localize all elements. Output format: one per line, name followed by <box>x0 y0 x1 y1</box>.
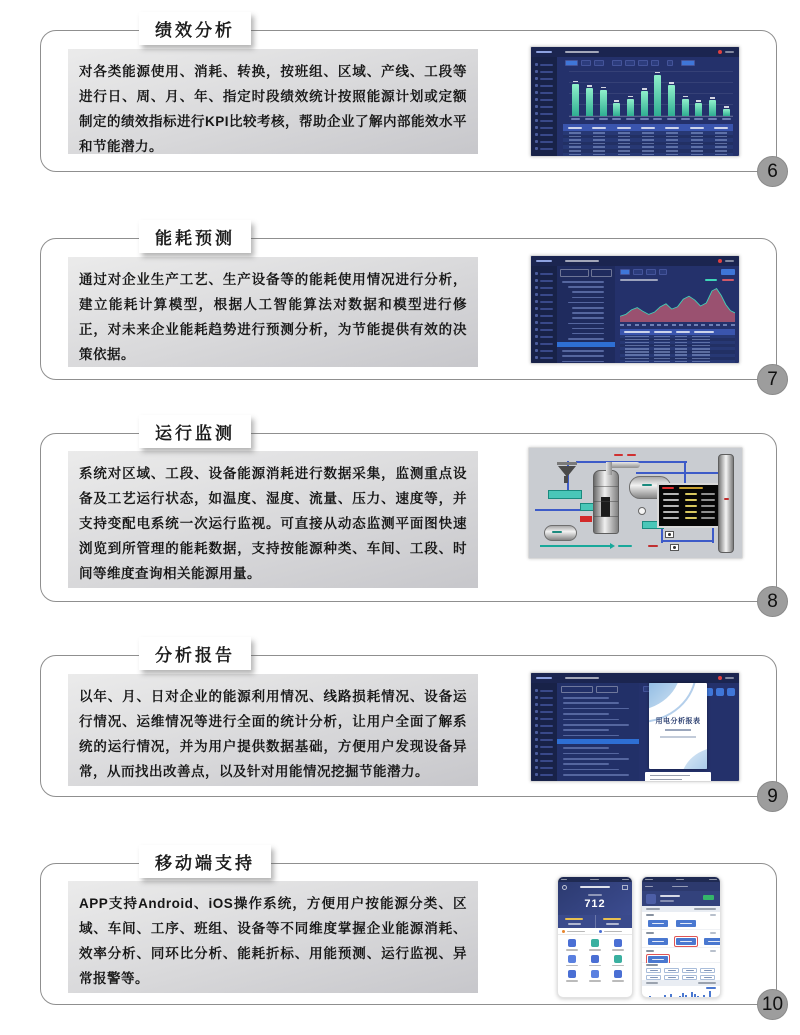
section-title-tag <box>139 415 251 448</box>
section-title-tag <box>139 12 251 45</box>
section-body-text: APP支持Android、iOS操作系统，方便用户按能源分类、区域、车间、工序、班组、设备等不同维度掌握企业能源消耗、效率分析、同环比分析、能耗折标、用能预测、运行监视、异常报警等。 <box>68 881 478 993</box>
section-number-badge: 7 <box>757 364 788 395</box>
section-title: 分析报告 <box>155 646 235 665</box>
section-number-badge: 6 <box>757 156 788 187</box>
section-mobile-support <box>40 854 784 1015</box>
screenshot-report-dashboard: 用电分析报表 <box>530 672 740 782</box>
section-title: 能耗预测 <box>155 229 235 248</box>
section-operation-monitoring <box>40 424 778 612</box>
section-performance-analysis <box>40 21 778 182</box>
screenshot-mobile-app-query <box>641 876 721 998</box>
section-number-badge: 8 <box>757 586 788 617</box>
section-title-tag <box>139 637 251 670</box>
section-body-text: 系统对区域、工段、设备能源消耗进行数据采集，监测重点设备及工艺运行状态，如温度、湿度、流量、压力、速度等，并支持变配电系统一次运行监视。可直接从动态监测平面图快速浏览到所管理的能耗数据，支持按能源种类、车间、工段、时间等维度查询相关能源用量。 <box>68 451 478 588</box>
section-number-badge: 9 <box>757 781 788 812</box>
section-analysis-report <box>40 646 778 807</box>
section-title: 运行监测 <box>155 424 235 443</box>
section-energy-forecast <box>40 229 778 390</box>
screenshot-performance-dashboard <box>530 46 740 157</box>
section-title-tag <box>139 220 251 253</box>
screenshot-scada-monitor <box>528 447 743 559</box>
section-body-text: 通过对企业生产工艺、生产设备等的能耗使用情况进行分析，建立能耗计算模型，根据人工智能算法对数据和模型进行修正，对未来企业能耗趋势进行预测分析，为节能提供有效的决策依据。 <box>68 257 478 367</box>
section-title: 移动端支持 <box>155 854 255 873</box>
section-body-text: 对各类能源使用、消耗、转换，按班组、区域、产线、工段等进行日、周、月、年、指定时段绩效统计按照能源计划或定额制定的绩效指标进行KPI比较考核，帮助企业了解内部能效水平和节能潜力。 <box>68 49 478 154</box>
screenshot-forecast-dashboard <box>530 255 740 364</box>
section-body-text: 以年、月、日对企业的能源利用情况、线路损耗情况、设备运行情况、运维情况等进行全面的统计分析，让用户全面了解系统的运行情况，并为用户提供数据基础，方便用户发现设备异常，从而找出改善点，以及针对用能情况挖掘节能潜力。 <box>68 674 478 786</box>
section-title-tag <box>139 845 271 878</box>
screenshot-mobile-app-home: 712 <box>557 876 633 998</box>
section-number-badge: 10 <box>757 989 788 1020</box>
section-title: 绩效分析 <box>155 21 235 40</box>
